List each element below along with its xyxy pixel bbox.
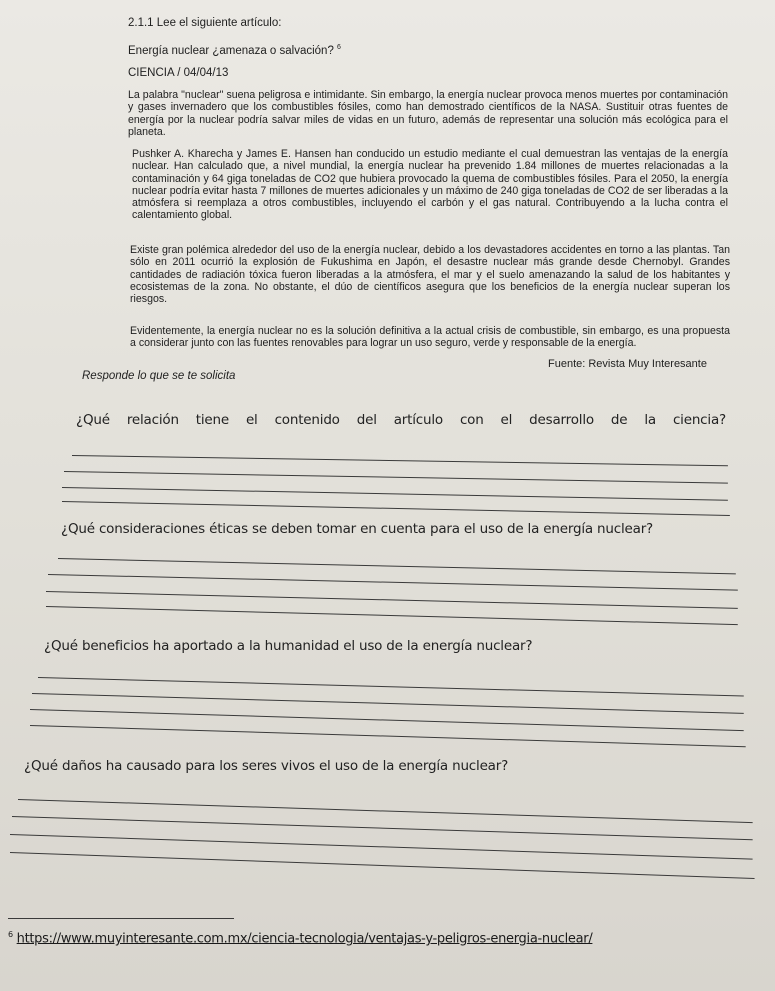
article-source: Fuente: Revista Muy Interesante [548,358,707,370]
section-heading: 2.1.1 Lee el siguiente artículo: [128,17,282,29]
answer-line[interactable] [58,558,736,575]
article-title-text: Energía nuclear ¿amenaza o salvación? [128,44,334,57]
article-paragraph-4: Evidentemente, la energía nuclear no es la solución definitiva a la actual crisis de combustible, sin embargo, es una propuesta a considerar junto con las fuentes renovables para lograr un uso seguro, verde y responsable de la energía. [130,325,730,350]
question-3: ¿Qué beneficios ha aportado a la humanidad el uso de la energía nuclear? [44,638,533,654]
answer-line[interactable] [62,487,728,501]
question-1: ¿Qué relación tiene el contenido del artículo con el desarrollo de la ciencia? [76,412,726,428]
article-paragraph-2: Pushker A. Kharecha y James E. Hansen han conducido un estudio mediante el cual demuestran las ventajas de la energía nuclear. Han calculado que, a nivel mundial, la energía nuclear ha prevenido 1.84 millones de muertes relacionadas a la contaminación y 64 giga toneladas de CO2 que hubiera provocado la quema de combustibles fósiles. Para el 2050, la energía nuclear podría evitar hasta 7 millones de muertes adicionales y un máximo de 240 giga toneladas de CO2 de ser liberadas a la atmósfera si reemplaza a otros combustibles, incluyendo el carbón y el gas natural. Contribuyendo a la lucha contra el calentamiento global. [132,148,728,222]
article-paragraph-3: Existe gran polémica alrededor del uso de la energía nuclear, debido a los devastadores accidentes en torno a las plantas. Tan sólo en 2011 ocurrió la explosión de Fukushima en Japón, el desastre nuclear más grande desde Chernobyl. Grandes cantidades de radiación tóxica fueron liberadas a la atmósfera, el mar y el suelo amenazando la salud de los habitantes y ecosistemas de la zona. No obstante, el dúo de científicos asegura que los beneficios de la energía nuclear superan los riesgos. [130,244,730,306]
footnote [8,930,592,946]
instructions: Responde lo que se te solicita [82,370,236,382]
footnote-mark: 6 [8,930,13,939]
answer-line[interactable] [72,455,728,466]
answer-line[interactable] [38,677,744,697]
question-4: ¿Qué daños ha causado para los seres vivos el uso de la energía nuclear? [24,758,509,774]
footnote-divider [8,918,234,919]
answer-line[interactable] [46,591,738,609]
article-title [128,44,341,57]
footnote-ref: 6 [337,44,341,51]
article-paragraph-1: La palabra "nuclear" suena peligrosa e intimidante. Sin embargo, la energía nuclear provoca menos muertes por contaminación y gases invernadero que los combustibles fósiles, como han demostrado científicos de la NASA. Sustituir otras fuentes de energía por la nuclear podría salvar miles de vidas en un futuro, además de representar una solución más ecológica para el planeta. [128,89,728,138]
answer-line[interactable] [32,693,744,714]
answer-line[interactable] [48,574,738,591]
answer-line[interactable] [62,501,730,516]
article-date: CIENCIA / 04/04/13 [128,67,229,79]
footnote-link[interactable]: https://www.muyinteresante.com.mx/ciencia-tecnologia/ventajas-y-peligros-energia-nuclear/ [16,931,593,947]
answer-line[interactable] [46,606,738,625]
answer-line[interactable] [30,725,746,747]
question-2: ¿Qué consideraciones éticas se deben tomar en cuenta para el uso de la energía nuclear? [61,521,654,537]
answer-line[interactable] [64,471,728,484]
